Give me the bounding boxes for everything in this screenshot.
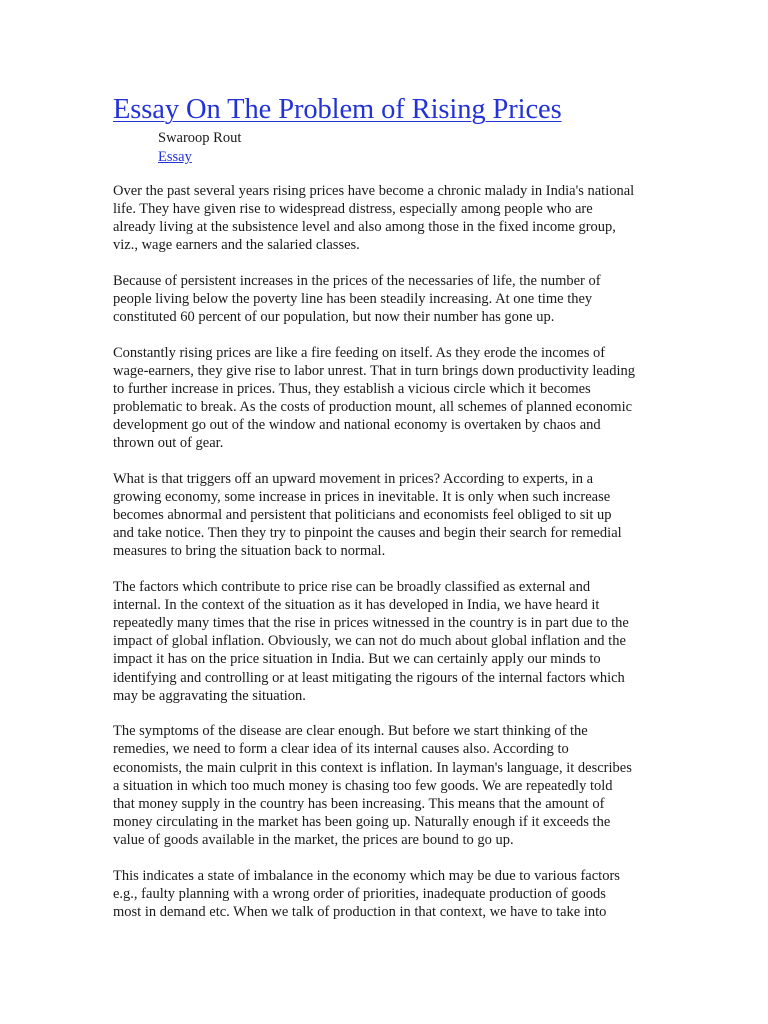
paragraph-line: measures to bring the situation back to normal. — [113, 543, 386, 560]
paragraph-line: to further increase in prices. Thus, they establish a vicious circle which it becomes — [113, 381, 591, 398]
article-paragraph — [113, 344, 661, 453]
article-paragraph — [113, 272, 661, 326]
paragraph-line: problematic to break. As the costs of production mount, all schemes of planned economic — [113, 399, 633, 416]
paragraph-line: repeatedly many times that the rise in prices witnessed in the country is in part due to the — [113, 615, 629, 632]
paragraph-line: life. They have given rise to widespread distress, especially among people who are — [113, 201, 593, 218]
article-title[interactable]: Essay On The Problem of Rising Prices — [113, 94, 562, 125]
paragraph-line: becomes abnormal and persistent that politicians and economists feel obliged to sit up — [113, 507, 612, 524]
paragraph-line: that money supply in the country has been increasing. This means that the amount of — [113, 795, 605, 812]
paragraph-line: money circulating in the market has been going up. Naturally enough if it exceeds the — [113, 813, 611, 830]
article-paragraph — [113, 578, 661, 705]
paragraph-line: impact of global inflation. Obviously, we can not do much about global inflation and the — [113, 633, 626, 650]
paragraph-line: people living below the poverty line has been steadily increasing. At one time they — [113, 291, 593, 308]
paragraph-line: What is that triggers off an upward movement in prices? According to experts, in a — [113, 471, 594, 487]
paragraph-line: impact it has on the price situation in India. But we can certainly apply our minds to — [113, 651, 601, 668]
paragraph-line: may be aggravating the situation. — [113, 687, 306, 704]
paragraph-line: remedies, we need to form a clear idea of its internal causes also. According to — [113, 741, 569, 758]
article-meta — [158, 129, 241, 167]
paragraph-line: This indicates a state of imbalance in the economy which may be due to various factors — [113, 867, 620, 884]
paragraph-line: wage-earners, they give rise to labor unrest. That in turn brings down productivity leading — [113, 362, 635, 379]
category-link[interactable]: Essay — [158, 149, 192, 165]
paragraph-line: Over the past several years rising prices have become a chronic malady in India's national — [113, 183, 635, 199]
paragraph-line: The factors which contribute to price rise can be broadly classified as external and — [113, 579, 591, 596]
paragraph-line: Because of persistent increases in the prices of the necessaries of life, the number of — [113, 272, 601, 289]
paragraph-line: thrown out of gear. — [113, 435, 224, 452]
paragraph-line: a situation in which too much money is chasing too few goods. We are repeatedly told — [113, 777, 613, 794]
paragraph-line: development go out of the window and national economy is overtaken by chaos and — [113, 417, 601, 434]
paragraph-line: viz., wage earners and the salaried classes. — [113, 237, 360, 254]
paragraph-line: internal. In the context of the situation as it has developed in India, we have heard it — [113, 597, 600, 614]
article-paragraph — [113, 867, 661, 921]
paragraph-line: and take notice. Then they try to pinpoint the causes and begin their search for remedial — [113, 525, 622, 542]
author-name: Swaroop Rout — [158, 130, 242, 146]
article-body — [113, 182, 661, 938]
article-paragraph — [113, 722, 661, 849]
article-paragraph — [113, 470, 661, 560]
paragraph-line: most in demand etc. When we talk of production in that context, we have to take into — [113, 903, 607, 920]
paragraph-line: economists, the main culprit in this context is inflation. In layman's language, it describes — [113, 759, 632, 776]
paragraph-line: Constantly rising prices are like a fire feeding on itself. As they erode the incomes of — [113, 344, 606, 361]
paragraph-line: growing economy, some increase in prices in inevitable. It is only when such increase — [113, 489, 611, 506]
article-paragraph — [113, 182, 661, 254]
paragraph-line: The symptoms of the disease are clear enough. But before we start thinking of the — [113, 723, 588, 740]
paragraph-line: e.g., faulty planning with a wrong order of priorities, inadequate production of goods — [113, 885, 606, 902]
paragraph-line: already living at the subsistence level and also among those in the fixed income group, — [113, 219, 616, 236]
paragraph-line: identifying and controlling or at least mitigating the rigours of the internal factors which — [113, 669, 625, 686]
paragraph-line: constituted 60 percent of our population, but now their number has gone up. — [113, 309, 555, 326]
paragraph-line: value of goods available in the market, the prices are bound to go up. — [113, 831, 514, 848]
